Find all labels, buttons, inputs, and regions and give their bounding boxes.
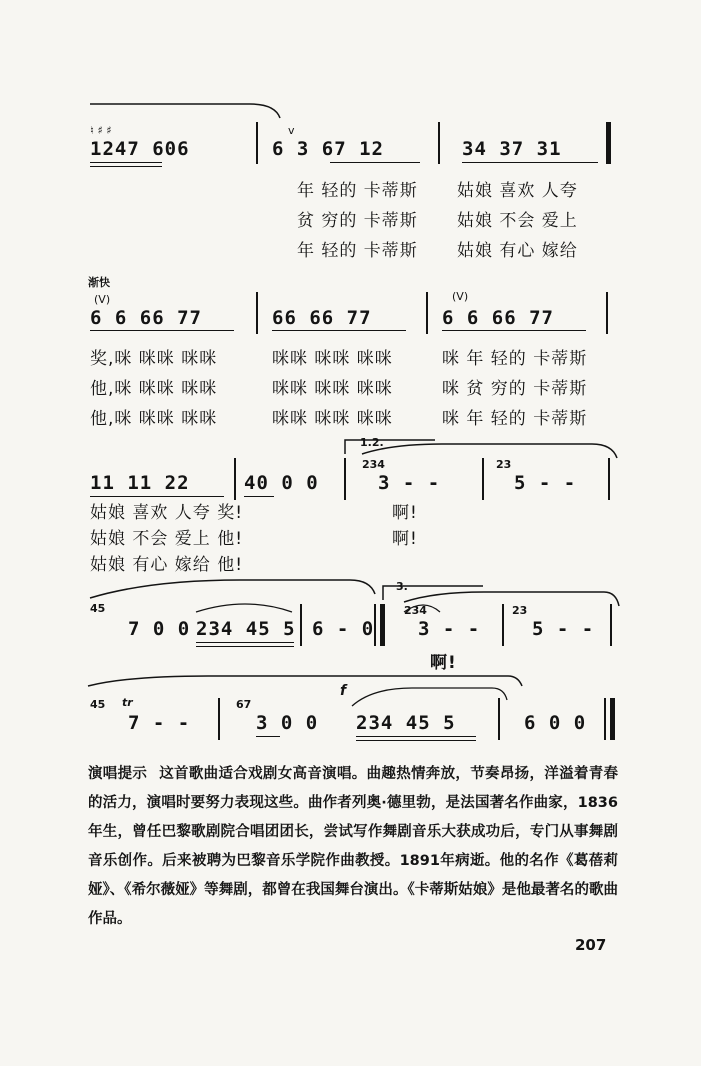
lyric-line-5b: 咪咪 咪咪 咪咪: [272, 379, 393, 399]
tip-label: 演唱提示: [88, 766, 148, 782]
lyric-line-6c: 咪 年 轻的 卡蒂斯: [442, 409, 588, 429]
accidental-marks: ♮ ♯ ♯: [90, 124, 112, 137]
volta-label: 3.: [396, 580, 408, 593]
lyric-line-4b: 咪咪 咪咪 咪咪: [272, 349, 393, 369]
lyric-line-4a: 奖,咪 咪咪 咪咪: [90, 349, 218, 369]
performance-tip: [88, 760, 618, 934]
lyric-line-8b: 啊!: [392, 529, 418, 549]
underline: [90, 330, 234, 331]
barline: [482, 458, 484, 500]
lyric-line-3b: 姑娘 有心 嫁给: [457, 241, 578, 261]
barline: [608, 458, 610, 500]
barline: [438, 122, 440, 164]
underline: [196, 642, 294, 643]
breath-mark: v: [288, 124, 295, 137]
notes-measure-10: 5 - -: [514, 472, 577, 494]
lyric-line-6a: 他,咪 咪咪 咪咪: [90, 409, 218, 429]
lyric-line-6b: 咪咪 咪咪 咪咪: [272, 409, 393, 429]
notes-measure-7: 11 11 22: [90, 472, 190, 494]
grace-notes: 234: [404, 604, 427, 617]
lyric-line-2a: 贫 穷的 卡蒂斯: [297, 211, 418, 231]
slur-arc: [90, 96, 290, 126]
notes-measure-8: 40 0 0: [244, 472, 319, 494]
final-barline: [604, 698, 606, 740]
lyric-line-2b: 姑娘 不会 爱上: [457, 211, 578, 231]
barline: [610, 604, 612, 646]
notes-measure-18: 234 45 5: [356, 712, 456, 734]
repeat-barline: [374, 604, 376, 646]
lyric-line-1a: 年 轻的 卡蒂斯: [297, 181, 418, 201]
dynamic-mark: f: [340, 683, 347, 699]
volta-label: 1.2.: [360, 436, 384, 449]
barline: [256, 292, 258, 334]
notes-measure-19: 6 0 0: [524, 712, 587, 734]
tempo-mark: 渐快: [88, 276, 110, 289]
lyric-line-5a: 他,咪 咪咪 咪咪: [90, 379, 218, 399]
underline: [256, 736, 280, 737]
final-barline: [610, 698, 615, 740]
underline: [356, 740, 476, 741]
tip-text: 这首歌曲适合戏剧女高音演唱。曲趣热情奔放，节奏昂扬，洋溢着青春的活力，演唱时要努力表现这些。曲作者列奥·德里勃，是法国著名作曲家，1836年生，曾任巴黎歌剧院合唱团团长，尝试写作舞剧音乐大获成功后，专门从事舞剧音乐创作。后来被聘为巴黎音乐学院作曲教授。1891年病逝。他的名作《葛蓓莉娅》、《希尔薇娅》等舞剧，都曾在我国舞台演出。《卡蒂斯姑娘》是他最著名的歌曲作品。: [88, 766, 619, 927]
barline: [256, 122, 258, 164]
lyric-line-8a: 姑娘 不会 爱上 他!: [90, 529, 244, 549]
barline: [606, 292, 608, 334]
grace-notes: 234: [362, 458, 385, 471]
notes-measure-3: 34 37 31: [462, 138, 562, 160]
underline: [442, 330, 586, 331]
notes-measure-1: 1247 606: [90, 138, 190, 160]
page-number: 207: [575, 936, 607, 954]
lyric-line-3a: 年 轻的 卡蒂斯: [297, 241, 418, 261]
barline: [344, 458, 346, 500]
grace-notes: 23: [512, 604, 528, 617]
grace-notes: 45: [90, 602, 106, 615]
grace-notes: 67: [236, 698, 252, 711]
underline: [90, 496, 224, 497]
lyric-line-1b: 姑娘 喜欢 人夸: [457, 181, 578, 201]
lyric-line-4c: 咪 年 轻的 卡蒂斯: [442, 349, 588, 369]
notes-measure-16: 7 - -: [128, 712, 191, 734]
grace-notes: 23: [496, 458, 512, 471]
slur-arc: [362, 440, 622, 470]
notes-measure-5: 66 66 77: [272, 307, 372, 329]
lyric-line-7a: 姑娘 喜欢 人夸 奖!: [90, 503, 244, 523]
barline: [606, 122, 611, 164]
underline: [90, 166, 162, 167]
barline: [218, 698, 220, 740]
underline: [196, 646, 294, 647]
notes-measure-15: 5 - -: [532, 618, 595, 640]
barline: [234, 458, 236, 500]
lyric-ah: 啊!: [430, 653, 457, 673]
notes-measure-12: 234 45 5: [196, 618, 296, 640]
breath-mark: (V): [452, 290, 469, 303]
underline: [462, 162, 598, 163]
barline: [502, 604, 504, 646]
lyric-line-7b: 啊!: [392, 503, 418, 523]
barline: [300, 604, 302, 646]
lyric-line-5c: 咪 贫 穷的 卡蒂斯: [442, 379, 588, 399]
barline: [498, 698, 500, 740]
underline: [330, 162, 420, 163]
underline: [90, 162, 162, 163]
notes-measure-6: 6 6 66 77: [442, 307, 554, 329]
notes-measure-14: 3 - -: [418, 618, 481, 640]
underline: [272, 330, 406, 331]
triplet-arc: [196, 596, 296, 616]
trill-ornament: tr: [122, 696, 133, 709]
grace-notes: 45: [90, 698, 106, 711]
notes-measure-11: 7 0 0: [128, 618, 191, 640]
notes-measure-17: 3 0 0: [256, 712, 319, 734]
underline: [244, 496, 274, 497]
notes-measure-2: 6 3 67 12: [272, 138, 384, 160]
notes-measure-9: 3 - -: [378, 472, 441, 494]
underline: [356, 736, 476, 737]
repeat-barline: [380, 604, 385, 646]
barline: [426, 292, 428, 334]
notes-measure-13: 6 - 0: [312, 618, 375, 640]
lyric-line-9a: 姑娘 有心 嫁给 他!: [90, 555, 244, 575]
breath-mark: (V): [94, 293, 111, 306]
notes-measure-4: 6 6 66 77: [90, 307, 202, 329]
